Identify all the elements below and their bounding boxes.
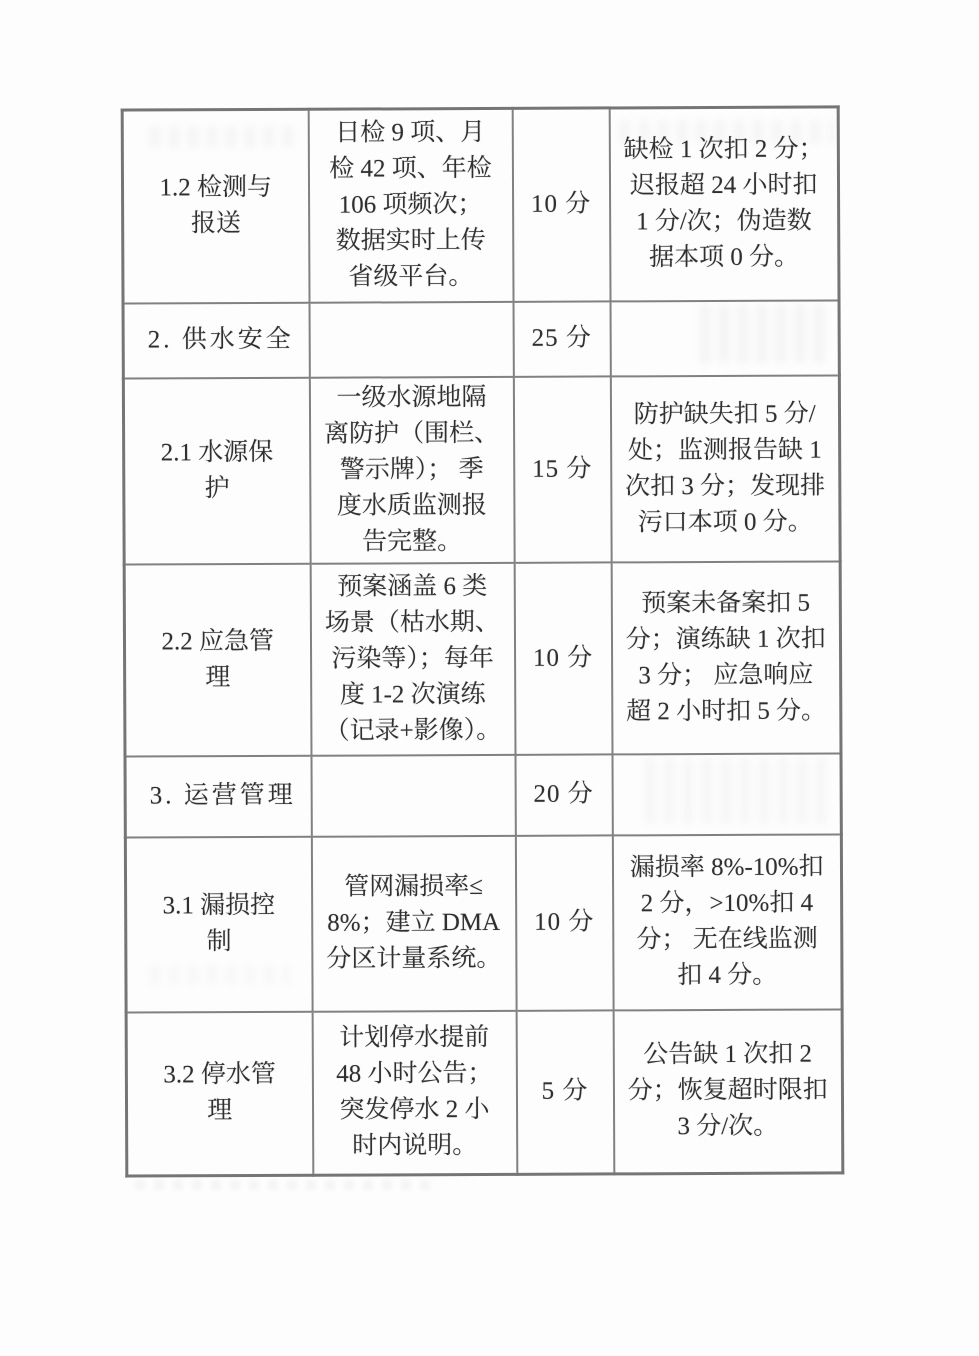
score-cell: 10 分 (512, 108, 610, 301)
score-cell: 15 分 (513, 376, 611, 562)
table-row (123, 300, 839, 378)
table-row (126, 1009, 843, 1176)
item-cell: 3.2 停水管 理 (126, 1011, 313, 1176)
score-cell: 5 分 (516, 1010, 614, 1174)
item-cell: 2.2 应急管 理 (124, 563, 311, 756)
criteria-cell: 日检 9 项、月 检 42 项、年检 106 项频次； 数据实时上传 省级平台。 (308, 108, 513, 302)
table-row (123, 375, 840, 564)
assessment-table (121, 105, 845, 1177)
table-row (124, 561, 841, 756)
deduction-cell: 缺检 1 次扣 2 分； 迟报超 24 小时扣 1 分/次；伪造数 据本项 0 分。 (609, 107, 839, 301)
score-cell: 20 分 (515, 754, 612, 835)
item-cell: 3. 运营管理 (125, 755, 311, 837)
table-row (125, 753, 841, 837)
criteria-cell: 一级水源地隔 离防护（围栏、 警示牌）； 季 度水质监测报 告完整。 (309, 376, 514, 563)
deduction-cell: 预案未备案扣 5 分；演练缺 1 次扣 3 分； 应急响应 超 2 小时扣 5 分。 (611, 561, 841, 754)
score-cell: 10 分 (515, 835, 613, 1010)
criteria-cell: 预案涵盖 6 类 场景（枯水期、 污染等）；每年 度 1-2 次演练 （记录+影像）。 (310, 562, 515, 755)
score-cell: 25 分 (513, 301, 610, 376)
deduction-cell: 公告缺 1 次扣 2 分；恢复超时限扣 3 分/次。 (613, 1009, 843, 1174)
scan-artifact (135, 1180, 435, 1190)
deduction-cell (612, 753, 841, 835)
criteria-cell: 计划停水提前 48 小时公告； 突发停水 2 小 时内说明。 (312, 1010, 517, 1175)
criteria-cell (309, 301, 513, 377)
item-cell: 2.1 水源保 护 (123, 377, 310, 564)
criteria-cell: 管网漏损率≤ 8%；建立 DMA 分区计量系统。 (311, 835, 516, 1011)
deduction-cell (610, 300, 839, 376)
deduction-cell: 防护缺失扣 5 分/ 处；监测报告缺 1 次扣 3 分；发现排 污口本项 0 分。 (610, 375, 840, 562)
item-cell: 3.1 漏损控 制 (125, 836, 312, 1012)
deduction-cell: 漏损率 8%-10%扣 2 分，>10%扣 4 分； 无在线监测 扣 4 分。 (612, 834, 842, 1010)
criteria-cell (311, 754, 515, 836)
item-cell: 2. 供水安全 (123, 302, 309, 378)
table-row (122, 107, 839, 303)
score-cell: 10 分 (514, 562, 612, 754)
table-row (125, 834, 842, 1012)
item-cell: 1.2 检测与 报送 (122, 109, 309, 303)
